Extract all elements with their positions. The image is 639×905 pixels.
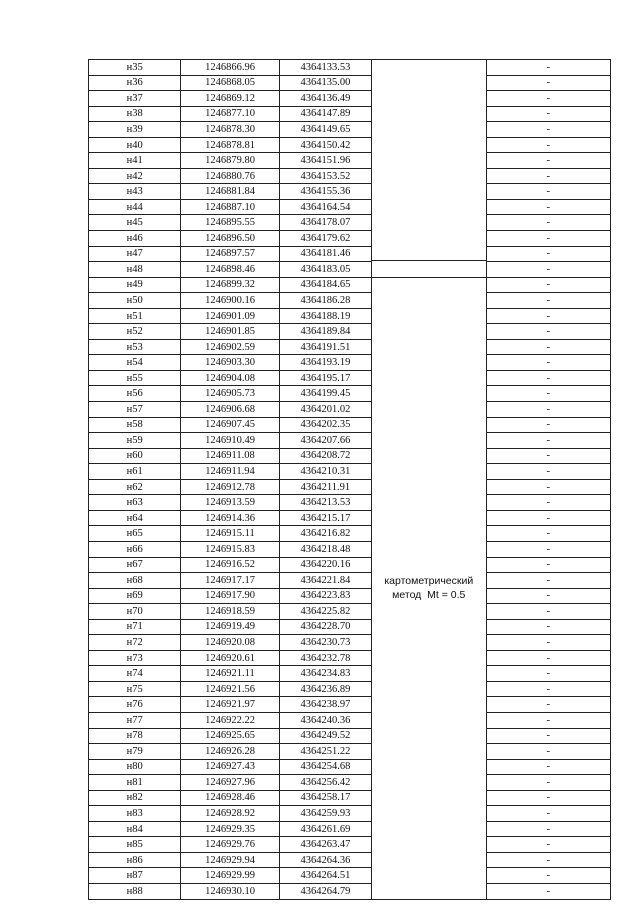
- x-coordinate-cell: 1246868.05: [181, 75, 279, 91]
- point-number-cell: н36: [89, 75, 181, 91]
- point-number-cell: н45: [89, 215, 181, 231]
- x-coordinate-cell: 1246927.43: [181, 759, 279, 775]
- table-row: [89, 759, 611, 775]
- table-row: [89, 293, 611, 309]
- x-coordinate-cell: 1246881.84: [181, 184, 279, 200]
- point-number-cell: н66: [89, 541, 181, 557]
- table-row: [89, 433, 611, 449]
- error-cell: -: [486, 541, 611, 557]
- x-coordinate-cell: 1246880.76: [181, 168, 279, 184]
- y-coordinate-cell: 4364195.17: [279, 370, 371, 386]
- x-coordinate-cell: 1246869.12: [181, 91, 279, 107]
- table-row: [89, 681, 611, 697]
- table-row: [89, 883, 611, 899]
- point-number-cell: н42: [89, 168, 181, 184]
- point-number-cell: н50: [89, 293, 181, 309]
- error-cell: -: [486, 417, 611, 433]
- error-cell: -: [486, 666, 611, 682]
- point-number-cell: н49: [89, 277, 181, 293]
- error-cell: -: [486, 293, 611, 309]
- table-row: [89, 215, 611, 231]
- error-cell: -: [486, 386, 611, 402]
- error-cell: -: [486, 852, 611, 868]
- table-row: [89, 557, 611, 573]
- y-coordinate-cell: 4364136.49: [279, 91, 371, 107]
- error-cell: -: [486, 370, 611, 386]
- point-number-cell: н65: [89, 526, 181, 542]
- y-coordinate-cell: 4364151.96: [279, 153, 371, 169]
- error-cell: -: [486, 681, 611, 697]
- error-cell: -: [486, 339, 611, 355]
- y-coordinate-cell: 4364264.36: [279, 852, 371, 868]
- table-row: [89, 712, 611, 728]
- x-coordinate-cell: 1246904.08: [181, 370, 279, 386]
- y-coordinate-cell: 4364149.65: [279, 122, 371, 138]
- y-coordinate-cell: 4364184.65: [279, 277, 371, 293]
- point-number-cell: н75: [89, 681, 181, 697]
- x-coordinate-cell: 1246921.11: [181, 666, 279, 682]
- error-cell: -: [486, 231, 611, 247]
- table-row: [89, 464, 611, 480]
- table-row: [89, 75, 611, 91]
- point-number-cell: н56: [89, 386, 181, 402]
- error-cell: -: [486, 495, 611, 511]
- error-cell: -: [486, 759, 611, 775]
- y-coordinate-cell: 4364223.83: [279, 588, 371, 604]
- y-coordinate-cell: 4364164.54: [279, 199, 371, 215]
- point-number-cell: н78: [89, 728, 181, 744]
- coordinates-table: [88, 59, 611, 900]
- error-cell: -: [486, 510, 611, 526]
- y-coordinate-cell: 4364238.97: [279, 697, 371, 713]
- x-coordinate-cell: 1246878.30: [181, 122, 279, 138]
- x-coordinate-cell: 1246915.83: [181, 541, 279, 557]
- point-number-cell: н64: [89, 510, 181, 526]
- y-coordinate-cell: 4364221.84: [279, 573, 371, 589]
- y-coordinate-cell: 4364249.52: [279, 728, 371, 744]
- table-row: [89, 495, 611, 511]
- error-cell: -: [486, 308, 611, 324]
- error-cell: -: [486, 821, 611, 837]
- table-row: [89, 510, 611, 526]
- table-row: [89, 402, 611, 418]
- error-cell: -: [486, 262, 611, 278]
- y-coordinate-cell: 4364155.36: [279, 184, 371, 200]
- x-coordinate-cell: 1246919.49: [181, 619, 279, 635]
- error-cell: -: [486, 433, 611, 449]
- y-coordinate-cell: 4364199.45: [279, 386, 371, 402]
- y-coordinate-cell: 4364215.17: [279, 510, 371, 526]
- y-coordinate-cell: 4364218.48: [279, 541, 371, 557]
- y-coordinate-cell: 4364202.35: [279, 417, 371, 433]
- x-coordinate-cell: 1246910.49: [181, 433, 279, 449]
- error-cell: -: [486, 199, 611, 215]
- point-number-cell: н51: [89, 308, 181, 324]
- table-row: [89, 308, 611, 324]
- method-line-2: метод Mt = 0.5: [392, 589, 466, 602]
- point-number-cell: н84: [89, 821, 181, 837]
- x-coordinate-cell: 1246895.55: [181, 215, 279, 231]
- point-number-cell: н86: [89, 852, 181, 868]
- table-row: [89, 868, 611, 884]
- x-coordinate-cell: 1246903.30: [181, 355, 279, 371]
- table-row: [89, 697, 611, 713]
- table-row: [89, 650, 611, 666]
- table-row: [89, 588, 611, 604]
- table-row: [89, 106, 611, 122]
- table-row: [89, 324, 611, 340]
- x-coordinate-cell: 1246879.80: [181, 153, 279, 169]
- point-number-cell: н79: [89, 744, 181, 760]
- point-number-cell: н68: [89, 573, 181, 589]
- y-coordinate-cell: 4364264.79: [279, 883, 371, 899]
- x-coordinate-cell: 1246920.08: [181, 635, 279, 651]
- x-coordinate-cell: 1246921.97: [181, 697, 279, 713]
- y-coordinate-cell: 4364225.82: [279, 604, 371, 620]
- error-cell: -: [486, 526, 611, 542]
- error-cell: -: [486, 557, 611, 573]
- point-number-cell: н83: [89, 806, 181, 822]
- y-coordinate-cell: 4364230.73: [279, 635, 371, 651]
- error-cell: -: [486, 650, 611, 666]
- y-coordinate-cell: 4364193.19: [279, 355, 371, 371]
- y-coordinate-cell: 4364133.53: [279, 60, 371, 76]
- y-coordinate-cell: 4364261.69: [279, 821, 371, 837]
- table-row: [89, 277, 611, 293]
- method-cell: [372, 277, 486, 899]
- point-number-cell: н77: [89, 712, 181, 728]
- y-coordinate-cell: 4364188.19: [279, 308, 371, 324]
- x-coordinate-cell: 1246911.08: [181, 448, 279, 464]
- point-number-cell: н47: [89, 246, 181, 262]
- x-coordinate-cell: 1246896.50: [181, 231, 279, 247]
- x-coordinate-cell: 1246877.10: [181, 106, 279, 122]
- table-row: [89, 790, 611, 806]
- error-cell: -: [486, 91, 611, 107]
- point-number-cell: н59: [89, 433, 181, 449]
- y-coordinate-cell: 4364210.31: [279, 464, 371, 480]
- x-coordinate-cell: 1246920.61: [181, 650, 279, 666]
- x-coordinate-cell: 1246928.92: [181, 806, 279, 822]
- point-number-cell: н62: [89, 479, 181, 495]
- y-coordinate-cell: 4364263.47: [279, 837, 371, 853]
- point-number-cell: н37: [89, 91, 181, 107]
- table-row: [89, 417, 611, 433]
- point-number-cell: н74: [89, 666, 181, 682]
- y-coordinate-cell: 4364135.00: [279, 75, 371, 91]
- point-number-cell: н38: [89, 106, 181, 122]
- y-coordinate-cell: 4364191.51: [279, 339, 371, 355]
- point-number-cell: н85: [89, 837, 181, 853]
- table-row: [89, 526, 611, 542]
- error-cell: -: [486, 728, 611, 744]
- method-cell-upper: [372, 60, 486, 278]
- x-coordinate-cell: 1246922.22: [181, 712, 279, 728]
- y-coordinate-cell: 4364211.91: [279, 479, 371, 495]
- method-cell-divider: [372, 260, 486, 261]
- y-coordinate-cell: 4364228.70: [279, 619, 371, 635]
- x-coordinate-cell: 1246929.99: [181, 868, 279, 884]
- point-number-cell: н41: [89, 153, 181, 169]
- point-number-cell: н43: [89, 184, 181, 200]
- point-number-cell: н53: [89, 339, 181, 355]
- x-coordinate-cell: 1246915.11: [181, 526, 279, 542]
- table-row: [89, 806, 611, 822]
- point-number-cell: н72: [89, 635, 181, 651]
- point-number-cell: н73: [89, 650, 181, 666]
- y-coordinate-cell: 4364189.84: [279, 324, 371, 340]
- table-row: [89, 246, 611, 262]
- x-coordinate-cell: 1246899.32: [181, 277, 279, 293]
- point-number-cell: н55: [89, 370, 181, 386]
- x-coordinate-cell: 1246901.85: [181, 324, 279, 340]
- x-coordinate-cell: 1246927.96: [181, 775, 279, 791]
- table-row: [89, 728, 611, 744]
- table-row: [89, 744, 611, 760]
- error-cell: -: [486, 883, 611, 899]
- table-row: [89, 199, 611, 215]
- error-cell: -: [486, 448, 611, 464]
- table-row: [89, 635, 611, 651]
- point-number-cell: н88: [89, 883, 181, 899]
- error-cell: -: [486, 168, 611, 184]
- x-coordinate-cell: 1246917.17: [181, 573, 279, 589]
- x-coordinate-cell: 1246866.96: [181, 60, 279, 76]
- x-coordinate-cell: 1246902.59: [181, 339, 279, 355]
- error-cell: -: [486, 122, 611, 138]
- y-coordinate-cell: 4364216.82: [279, 526, 371, 542]
- point-number-cell: н76: [89, 697, 181, 713]
- x-coordinate-cell: 1246916.52: [181, 557, 279, 573]
- y-coordinate-cell: 4364264.51: [279, 868, 371, 884]
- point-number-cell: н46: [89, 231, 181, 247]
- y-coordinate-cell: 4364259.93: [279, 806, 371, 822]
- x-coordinate-cell: 1246897.57: [181, 246, 279, 262]
- table-row: [89, 153, 611, 169]
- x-coordinate-cell: 1246925.65: [181, 728, 279, 744]
- error-cell: -: [486, 277, 611, 293]
- x-coordinate-cell: 1246898.46: [181, 262, 279, 278]
- error-cell: -: [486, 868, 611, 884]
- point-number-cell: н71: [89, 619, 181, 635]
- table-row: [89, 168, 611, 184]
- x-coordinate-cell: 1246906.68: [181, 402, 279, 418]
- point-number-cell: н40: [89, 137, 181, 153]
- table-row: [89, 184, 611, 200]
- table-row: [89, 122, 611, 138]
- x-coordinate-cell: 1246926.28: [181, 744, 279, 760]
- error-cell: -: [486, 246, 611, 262]
- x-coordinate-cell: 1246911.94: [181, 464, 279, 480]
- table-row: [89, 775, 611, 791]
- y-coordinate-cell: 4364258.17: [279, 790, 371, 806]
- x-coordinate-cell: 1246928.46: [181, 790, 279, 806]
- y-coordinate-cell: 4364178.07: [279, 215, 371, 231]
- point-number-cell: н67: [89, 557, 181, 573]
- table-row: [89, 386, 611, 402]
- error-cell: -: [486, 744, 611, 760]
- error-cell: -: [486, 184, 611, 200]
- y-coordinate-cell: 4364254.68: [279, 759, 371, 775]
- table-row: [89, 479, 611, 495]
- y-coordinate-cell: 4364234.83: [279, 666, 371, 682]
- table-row: [89, 231, 611, 247]
- table-row: [89, 821, 611, 837]
- point-number-cell: н69: [89, 588, 181, 604]
- error-cell: -: [486, 215, 611, 231]
- table-row: [89, 137, 611, 153]
- error-cell: -: [486, 697, 611, 713]
- x-coordinate-cell: 1246878.81: [181, 137, 279, 153]
- error-cell: -: [486, 588, 611, 604]
- y-coordinate-cell: 4364201.02: [279, 402, 371, 418]
- error-cell: -: [486, 355, 611, 371]
- y-coordinate-cell: 4364220.16: [279, 557, 371, 573]
- point-number-cell: н58: [89, 417, 181, 433]
- error-cell: -: [486, 573, 611, 589]
- point-number-cell: н60: [89, 448, 181, 464]
- point-number-cell: н80: [89, 759, 181, 775]
- error-cell: -: [486, 60, 611, 76]
- y-coordinate-cell: 4364179.62: [279, 231, 371, 247]
- point-number-cell: н70: [89, 604, 181, 620]
- x-coordinate-cell: 1246930.10: [181, 883, 279, 899]
- error-cell: -: [486, 153, 611, 169]
- y-coordinate-cell: 4364183.05: [279, 262, 371, 278]
- y-coordinate-cell: 4364147.89: [279, 106, 371, 122]
- point-number-cell: н39: [89, 122, 181, 138]
- table-row: [89, 541, 611, 557]
- table-row: [89, 666, 611, 682]
- y-coordinate-cell: 4364153.52: [279, 168, 371, 184]
- x-coordinate-cell: 1246887.10: [181, 199, 279, 215]
- error-cell: -: [486, 479, 611, 495]
- y-coordinate-cell: 4364256.42: [279, 775, 371, 791]
- y-coordinate-cell: 4364150.42: [279, 137, 371, 153]
- table-row: [89, 370, 611, 386]
- point-number-cell: н81: [89, 775, 181, 791]
- x-coordinate-cell: 1246929.94: [181, 852, 279, 868]
- y-coordinate-cell: 4364213.53: [279, 495, 371, 511]
- error-cell: -: [486, 106, 611, 122]
- table-row: [89, 619, 611, 635]
- table-row: [89, 339, 611, 355]
- point-number-cell: н44: [89, 199, 181, 215]
- error-cell: -: [486, 790, 611, 806]
- point-number-cell: н48: [89, 262, 181, 278]
- table-row: [89, 60, 611, 76]
- y-coordinate-cell: 4364251.22: [279, 744, 371, 760]
- x-coordinate-cell: 1246900.16: [181, 293, 279, 309]
- x-coordinate-cell: 1246917.90: [181, 588, 279, 604]
- point-number-cell: н87: [89, 868, 181, 884]
- table-row: [89, 448, 611, 464]
- error-cell: -: [486, 712, 611, 728]
- y-coordinate-cell: 4364207.66: [279, 433, 371, 449]
- table-row: [89, 91, 611, 107]
- table-row: [89, 837, 611, 853]
- x-coordinate-cell: 1246912.78: [181, 479, 279, 495]
- x-coordinate-cell: 1246929.35: [181, 821, 279, 837]
- point-number-cell: н52: [89, 324, 181, 340]
- y-coordinate-cell: 4364236.89: [279, 681, 371, 697]
- x-coordinate-cell: 1246905.73: [181, 386, 279, 402]
- error-cell: -: [486, 635, 611, 651]
- x-coordinate-cell: 1246913.59: [181, 495, 279, 511]
- y-coordinate-cell: 4364181.46: [279, 246, 371, 262]
- table-row: [89, 262, 611, 278]
- error-cell: -: [486, 619, 611, 635]
- x-coordinate-cell: 1246921.56: [181, 681, 279, 697]
- point-number-cell: н61: [89, 464, 181, 480]
- x-coordinate-cell: 1246929.76: [181, 837, 279, 853]
- point-number-cell: н57: [89, 402, 181, 418]
- error-cell: -: [486, 402, 611, 418]
- table-row: [89, 355, 611, 371]
- error-cell: -: [486, 806, 611, 822]
- table-row: [89, 852, 611, 868]
- x-coordinate-cell: 1246914.36: [181, 510, 279, 526]
- y-coordinate-cell: 4364208.72: [279, 448, 371, 464]
- point-number-cell: н82: [89, 790, 181, 806]
- error-cell: -: [486, 604, 611, 620]
- error-cell: -: [486, 75, 611, 91]
- method-line-1: картометрический: [384, 575, 474, 588]
- coordinates-table-body: [89, 60, 611, 900]
- error-cell: -: [486, 464, 611, 480]
- y-coordinate-cell: 4364240.36: [279, 712, 371, 728]
- x-coordinate-cell: 1246901.09: [181, 308, 279, 324]
- table-row: [89, 604, 611, 620]
- x-coordinate-cell: 1246918.59: [181, 604, 279, 620]
- error-cell: -: [486, 837, 611, 853]
- point-number-cell: н35: [89, 60, 181, 76]
- y-coordinate-cell: 4364186.28: [279, 293, 371, 309]
- y-coordinate-cell: 4364232.78: [279, 650, 371, 666]
- error-cell: -: [486, 324, 611, 340]
- point-number-cell: н63: [89, 495, 181, 511]
- error-cell: -: [486, 775, 611, 791]
- point-number-cell: н54: [89, 355, 181, 371]
- table-row: [89, 573, 611, 589]
- x-coordinate-cell: 1246907.45: [181, 417, 279, 433]
- error-cell: -: [486, 137, 611, 153]
